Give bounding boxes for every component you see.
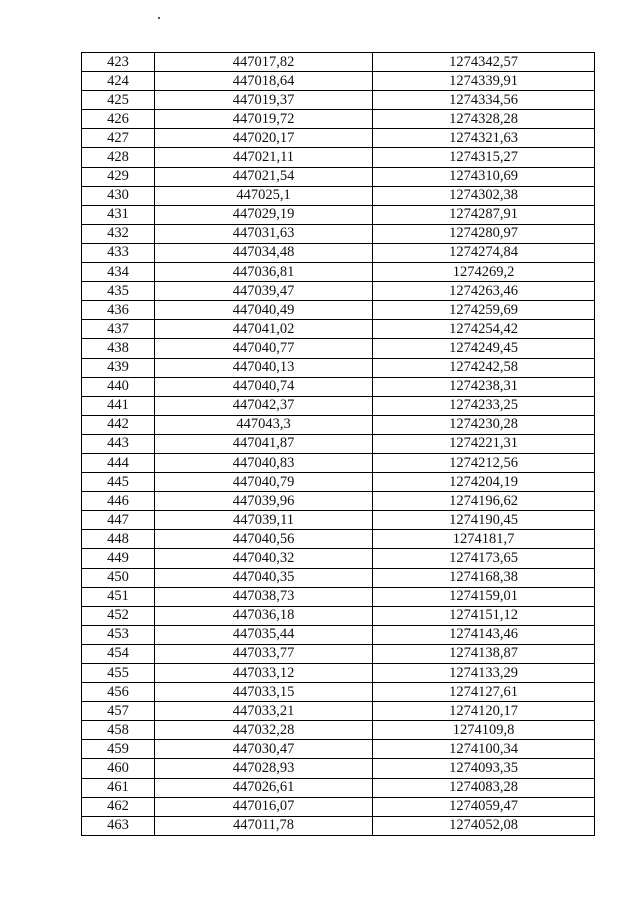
y-coordinate-cell: 1274083,28 — [373, 778, 595, 797]
table-row — [82, 587, 595, 606]
x-coordinate-cell: 447039,96 — [155, 492, 373, 511]
x-coordinate-cell: 447035,44 — [155, 625, 373, 644]
table-row — [82, 740, 595, 759]
table-row — [82, 530, 595, 549]
table-row — [82, 339, 595, 358]
y-coordinate-cell: 1274263,46 — [373, 282, 595, 301]
point-number-cell: 453 — [82, 625, 155, 644]
table-row — [82, 320, 595, 339]
point-number-cell: 430 — [82, 186, 155, 205]
x-coordinate-cell: 447040,56 — [155, 530, 373, 549]
point-number-cell: 446 — [82, 492, 155, 511]
table-row — [82, 263, 595, 282]
x-coordinate-cell: 447016,07 — [155, 797, 373, 816]
x-coordinate-cell: 447018,64 — [155, 72, 373, 91]
x-coordinate-cell: 447041,02 — [155, 320, 373, 339]
table-row — [82, 511, 595, 530]
point-number-cell: 450 — [82, 568, 155, 587]
x-coordinate-cell: 447040,83 — [155, 453, 373, 472]
table-row — [82, 778, 595, 797]
point-number-cell: 426 — [82, 110, 155, 129]
y-coordinate-cell: 1274334,56 — [373, 91, 595, 110]
x-coordinate-cell: 447040,77 — [155, 339, 373, 358]
point-number-cell: 452 — [82, 606, 155, 625]
y-coordinate-cell: 1274280,97 — [373, 224, 595, 243]
table-row — [82, 358, 595, 377]
y-coordinate-cell: 1274269,2 — [373, 263, 595, 282]
point-number-cell: 427 — [82, 129, 155, 148]
point-number-cell: 423 — [82, 53, 155, 72]
point-number-cell: 428 — [82, 148, 155, 167]
point-number-cell: 458 — [82, 721, 155, 740]
x-coordinate-cell: 447025,1 — [155, 186, 373, 205]
table-row — [82, 53, 595, 72]
point-number-cell: 424 — [82, 72, 155, 91]
point-number-cell: 437 — [82, 320, 155, 339]
point-number-cell: 459 — [82, 740, 155, 759]
table-row — [82, 568, 595, 587]
point-number-cell: 463 — [82, 816, 155, 835]
table-row — [82, 453, 595, 472]
y-coordinate-cell: 1274328,28 — [373, 110, 595, 129]
table-row — [82, 72, 595, 91]
y-coordinate-cell: 1274259,69 — [373, 301, 595, 320]
x-coordinate-cell: 447030,47 — [155, 740, 373, 759]
y-coordinate-cell: 1274230,28 — [373, 415, 595, 434]
y-coordinate-cell: 1274204,19 — [373, 473, 595, 492]
coordinates-table-body — [82, 53, 595, 836]
x-coordinate-cell: 447034,48 — [155, 243, 373, 262]
y-coordinate-cell: 1274159,01 — [373, 587, 595, 606]
y-coordinate-cell: 1274339,91 — [373, 72, 595, 91]
y-coordinate-cell: 1274196,62 — [373, 492, 595, 511]
x-coordinate-cell: 447033,12 — [155, 664, 373, 683]
point-number-cell: 438 — [82, 339, 155, 358]
point-number-cell: 448 — [82, 530, 155, 549]
x-coordinate-cell: 447043,3 — [155, 415, 373, 434]
table-row — [82, 759, 595, 778]
y-coordinate-cell: 1274181,7 — [373, 530, 595, 549]
y-coordinate-cell: 1274100,34 — [373, 740, 595, 759]
point-number-cell: 439 — [82, 358, 155, 377]
point-number-cell: 445 — [82, 473, 155, 492]
x-coordinate-cell: 447036,81 — [155, 263, 373, 282]
x-coordinate-cell: 447040,79 — [155, 473, 373, 492]
x-coordinate-cell: 447040,74 — [155, 377, 373, 396]
y-coordinate-cell: 1274221,31 — [373, 434, 595, 453]
y-coordinate-cell: 1274151,12 — [373, 606, 595, 625]
point-number-cell: 451 — [82, 587, 155, 606]
point-number-cell: 434 — [82, 263, 155, 282]
x-coordinate-cell: 447019,72 — [155, 110, 373, 129]
x-coordinate-cell: 447029,19 — [155, 205, 373, 224]
x-coordinate-cell: 447039,11 — [155, 511, 373, 530]
x-coordinate-cell: 447033,21 — [155, 702, 373, 721]
x-coordinate-cell: 447040,35 — [155, 568, 373, 587]
x-coordinate-cell: 447040,32 — [155, 549, 373, 568]
x-coordinate-cell: 447036,18 — [155, 606, 373, 625]
y-coordinate-cell: 1274133,29 — [373, 664, 595, 683]
point-number-cell: 457 — [82, 702, 155, 721]
table-row — [82, 282, 595, 301]
x-coordinate-cell: 447040,49 — [155, 301, 373, 320]
table-row — [82, 683, 595, 702]
y-coordinate-cell: 1274310,69 — [373, 167, 595, 186]
point-number-cell: 449 — [82, 549, 155, 568]
point-number-cell: 436 — [82, 301, 155, 320]
table-row — [82, 702, 595, 721]
x-coordinate-cell: 447033,15 — [155, 683, 373, 702]
point-number-cell: 456 — [82, 683, 155, 702]
table-row — [82, 110, 595, 129]
y-coordinate-cell: 1274321,63 — [373, 129, 595, 148]
table-row — [82, 473, 595, 492]
table-row — [82, 434, 595, 453]
table-row — [82, 377, 595, 396]
x-coordinate-cell: 447017,82 — [155, 53, 373, 72]
table-row — [82, 301, 595, 320]
y-coordinate-cell: 1274315,27 — [373, 148, 595, 167]
point-number-cell: 440 — [82, 377, 155, 396]
point-number-cell: 443 — [82, 434, 155, 453]
point-number-cell: 462 — [82, 797, 155, 816]
table-row — [82, 492, 595, 511]
stray-dot-mark — [158, 17, 160, 19]
table-row — [82, 797, 595, 816]
x-coordinate-cell: 447021,54 — [155, 167, 373, 186]
y-coordinate-cell: 1274302,38 — [373, 186, 595, 205]
table-row — [82, 205, 595, 224]
x-coordinate-cell: 447028,93 — [155, 759, 373, 778]
y-coordinate-cell: 1274120,17 — [373, 702, 595, 721]
point-number-cell: 444 — [82, 453, 155, 472]
table-row — [82, 129, 595, 148]
y-coordinate-cell: 1274242,58 — [373, 358, 595, 377]
table-row — [82, 415, 595, 434]
x-coordinate-cell: 447020,17 — [155, 129, 373, 148]
y-coordinate-cell: 1274127,61 — [373, 683, 595, 702]
point-number-cell: 447 — [82, 511, 155, 530]
point-number-cell: 441 — [82, 396, 155, 415]
y-coordinate-cell: 1274059,47 — [373, 797, 595, 816]
y-coordinate-cell: 1274287,91 — [373, 205, 595, 224]
table-row — [82, 625, 595, 644]
point-number-cell: 432 — [82, 224, 155, 243]
table-row — [82, 606, 595, 625]
y-coordinate-cell: 1274238,31 — [373, 377, 595, 396]
x-coordinate-cell: 447033,77 — [155, 644, 373, 663]
table-row — [82, 224, 595, 243]
y-coordinate-cell: 1274093,35 — [373, 759, 595, 778]
point-number-cell: 429 — [82, 167, 155, 186]
table-row — [82, 186, 595, 205]
y-coordinate-cell: 1274233,25 — [373, 396, 595, 415]
x-coordinate-cell: 447040,13 — [155, 358, 373, 377]
y-coordinate-cell: 1274138,87 — [373, 644, 595, 663]
y-coordinate-cell: 1274109,8 — [373, 721, 595, 740]
x-coordinate-cell: 447032,28 — [155, 721, 373, 740]
x-coordinate-cell: 447021,11 — [155, 148, 373, 167]
table-row — [82, 664, 595, 683]
y-coordinate-cell: 1274274,84 — [373, 243, 595, 262]
table-row — [82, 816, 595, 835]
point-number-cell: 433 — [82, 243, 155, 262]
x-coordinate-cell: 447042,37 — [155, 396, 373, 415]
table-row — [82, 243, 595, 262]
table-row — [82, 644, 595, 663]
table-row — [82, 148, 595, 167]
table-row — [82, 167, 595, 186]
table-row — [82, 549, 595, 568]
table-row — [82, 396, 595, 415]
point-number-cell: 442 — [82, 415, 155, 434]
coordinates-table — [81, 52, 595, 836]
y-coordinate-cell: 1274143,46 — [373, 625, 595, 644]
y-coordinate-cell: 1274212,56 — [373, 453, 595, 472]
point-number-cell: 435 — [82, 282, 155, 301]
y-coordinate-cell: 1274190,45 — [373, 511, 595, 530]
y-coordinate-cell: 1274254,42 — [373, 320, 595, 339]
x-coordinate-cell: 447011,78 — [155, 816, 373, 835]
y-coordinate-cell: 1274173,65 — [373, 549, 595, 568]
y-coordinate-cell: 1274168,38 — [373, 568, 595, 587]
x-coordinate-cell: 447039,47 — [155, 282, 373, 301]
x-coordinate-cell: 447031,63 — [155, 224, 373, 243]
point-number-cell: 461 — [82, 778, 155, 797]
y-coordinate-cell: 1274249,45 — [373, 339, 595, 358]
table-row — [82, 91, 595, 110]
point-number-cell: 431 — [82, 205, 155, 224]
x-coordinate-cell: 447041,87 — [155, 434, 373, 453]
x-coordinate-cell: 447019,37 — [155, 91, 373, 110]
point-number-cell: 425 — [82, 91, 155, 110]
y-coordinate-cell: 1274052,08 — [373, 816, 595, 835]
x-coordinate-cell: 447026,61 — [155, 778, 373, 797]
table-row — [82, 721, 595, 740]
x-coordinate-cell: 447038,73 — [155, 587, 373, 606]
point-number-cell: 455 — [82, 664, 155, 683]
y-coordinate-cell: 1274342,57 — [373, 53, 595, 72]
point-number-cell: 460 — [82, 759, 155, 778]
point-number-cell: 454 — [82, 644, 155, 663]
